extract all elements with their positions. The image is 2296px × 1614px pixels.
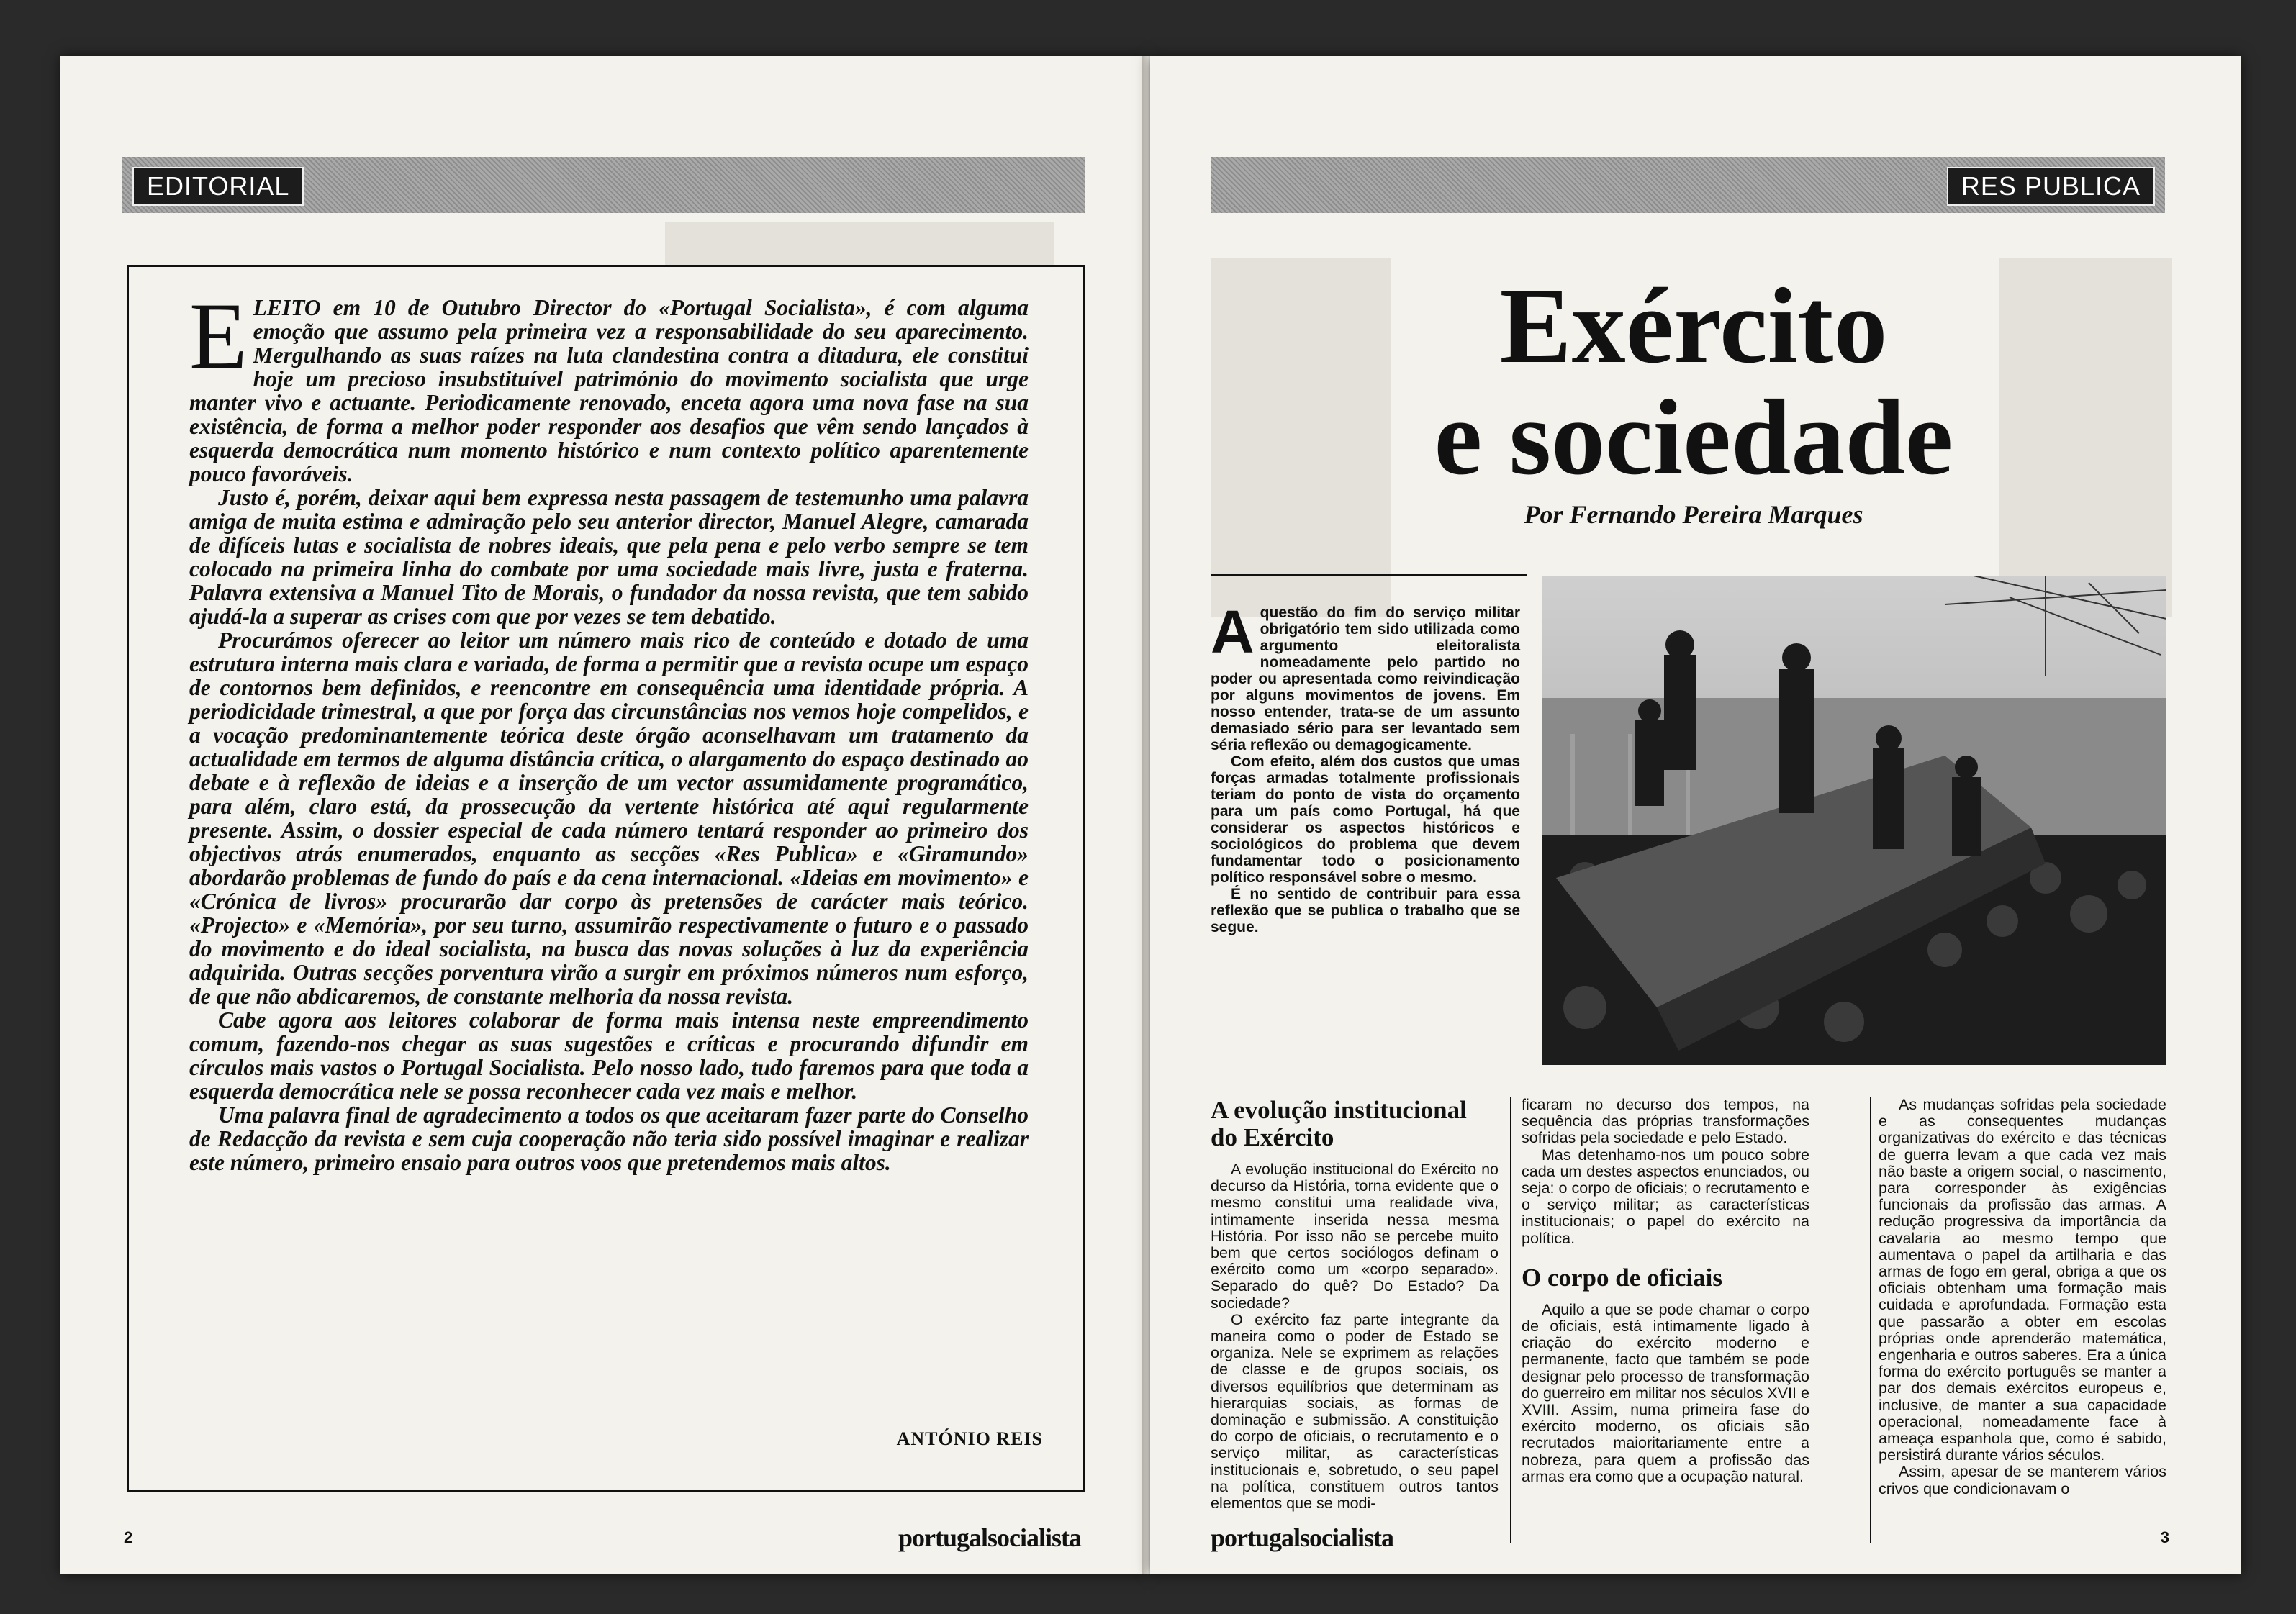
- heading-corpo-oficiais: O corpo de oficiais: [1522, 1263, 1722, 1292]
- section-band: [1211, 157, 2165, 213]
- column-1: [1211, 1097, 1499, 1512]
- editorial-box: [127, 265, 1085, 1492]
- page-number: 3: [2160, 1528, 2169, 1546]
- intro-rule: [1211, 574, 1527, 576]
- intro-paragraph: questão do fim do serviço militar obrigatório tem sido utilizada como argumento eleitoralista nomeadamente pelo partido no poder ou apresentada como reivindicação por alguns movimentos de jovens. Em nosso entender, trata-se de um assunto demasiado sério para ser levantado sem séria reflexão ou demagogicamente.: [1211, 604, 1520, 753]
- column-2: [1522, 1097, 1809, 1485]
- masthead: portugalsocialista: [898, 1523, 1081, 1552]
- column-paragraph: As mudanças sofridas pela sociedade e as consequentes mudanças organizativas do exército e das técnicas de guerra levam a que cada vez mais não baste a origem social, o nascimento, para corresponder às exigências funcionais da profissão das armas. A redução progressiva da importância da cavalaria ao mesmo tempo que aumentava o papel da artilharia e das armas de fogo em geral, obriga a que os oficiais obtenham uma formação mais cuidada e aprofundada. Formação esta que passarão a obter em escolas próprias onde aprenderão matemática, engenharia e outros saberes. Era a única forma do exército português se manter a par dos demais exércitos europeus e, inclusive, de manter a sua capacidade operacional, nomeadamente face à ameaça espanhola que, como é sabido, persistirá durante vários séculos.: [1879, 1096, 2166, 1464]
- article-title-line1: Exército: [1499, 266, 1888, 386]
- editorial-paragraph: Uma palavra final de agradecimento a todos os que aceitaram fazer parte do Conselho de Redacção da revista e sem cuja cooperação não teria sido possível imaginar e realizar este número, primeiro ensaio para outros voos que pretendemos mais altos.: [189, 1102, 1029, 1175]
- section-band: [122, 157, 1085, 213]
- masthead: portugalsocialista: [1211, 1523, 1394, 1552]
- column-paragraph: ficaram no decurso dos tempos, na sequência das próprias transformações sofridas pela sociedade e pelo Estado.: [1522, 1096, 1809, 1147]
- byline: Por Fernando Pereira Marques: [1524, 500, 1863, 529]
- intro-text: [1211, 598, 1520, 935]
- column-paragraph: A evolução institucional do Exército no decurso da História, torna evidente que o mesmo constitui uma realidade viva, intimamente inserida nessa mesma História. Por isso não se percebe muito bem que certos sociólogos definam o exército como um «corpo separado». Separado do quê? Do Estado? Da sociedade?: [1211, 1161, 1499, 1312]
- editorial-paragraph: Cabe agora aos leitores colaborar de forma mais intensa neste empreendimento comum, fazendo-nos chegar as suas sugestões e críticas e procurando difundir em círculos mais vastos o Portugal Socialista. Pelo nosso lado, tudo faremos para que toda a esquerda democrática nele se possa reconhecer cada vez mais e melhor.: [189, 1007, 1029, 1104]
- column-3: [1879, 1097, 2166, 1497]
- editorial-paragraph: LEITO em 10 de Outubro Director do «Portugal Socialista», é com alguma emoção que assumo pela primeira vez a responsabilidade do seu aparecimento. Mergulhando as suas raízes na luta clandestina contra a ditadura, ele constitui hoje um precioso insubstituível património do movimento socialista que urge manter vivo e actuante. Periodicamente renovado, enceta agora uma nova fase na sua existência, de forma a melhor poder responder aos desafios que vêm sendo lançados à esquerda democrática num momento histórico e num contexto político aparentemente pouco favoráveis.: [189, 295, 1029, 486]
- column-paragraph: Mas detenhamo-nos um pouco sobre cada um destes aspectos enunciados, ou seja: o corpo de oficiais; o recrutamento e o serviço militar; as características institucionais; o papel do exército na política.: [1522, 1146, 1809, 1247]
- heading-evolucao: A evolução institucional do Exército: [1211, 1096, 1467, 1151]
- drop-cap: E: [189, 283, 248, 389]
- column-paragraph: Aquilo a que se pode chamar o corpo de oficiais, está intimamente ligado à criação do exército moderno e permanente, facto que também se pode designar pelo processo de transformação do guerreiro em militar nos séculos XVII e XVIII. Assim, numa primeira fase do exército moderno, os oficiais são recrutados maioritariamente entre a nobreza, para quem a profissão das armas era como que a ocupação natural.: [1522, 1300, 1809, 1485]
- intro-paragraph: É no sentido de contribuir para essa reflexão que se publica o trabalho que se segue.: [1211, 886, 1520, 935]
- column-paragraph: Assim, apesar de se manterem vários crivos que condicionavam o: [1879, 1463, 2166, 1497]
- signature: ANTÓNIO REIS: [896, 1428, 1043, 1449]
- editorial-paragraph: Justo é, porém, deixar aqui bem expressa nesta passagem de testemunho uma palavra amiga de muita estima e admiração pelo seu anterior director, Manuel Alegre, camarada de difíceis lutas e socialista de nobres ideais, que pela pena e pelo verbo sempre se tem colocado na primeira linha do combate por uma sociedade mais livre, justa e fraterna. Palavra extensiva a Manuel Tito de Morais, o fundador da nossa revista, que tem sabido ajudá-la a superar as crises com que por vezes se tem debatido.: [189, 485, 1029, 629]
- article-title-line2: e sociedade: [1434, 378, 1953, 497]
- section-tag-res-publica: RES PUBLICA: [1947, 167, 2155, 206]
- column-rule: [1510, 1097, 1511, 1543]
- intro-drop-cap: A: [1211, 598, 1255, 666]
- intro-paragraph: Com efeito, além dos custos que umas forças armadas totalmente profissionais teriam do ponto de vista do orçamento para um país como Portugal, há que considerar os aspectos históricos e sociológicos do problema que devem fundamentar todo o posicionamento político responsável sobre o mesmo.: [1211, 753, 1520, 886]
- section-tag-editorial: EDITORIAL: [132, 167, 304, 206]
- right-page: [1150, 56, 2241, 1574]
- page-number: 2: [124, 1528, 133, 1546]
- editorial-text: [189, 283, 1029, 1175]
- column-paragraph: O exército faz parte integrante da maneira como o poder de Estado se organiza. Nele se exprimem as relações de classe e de grupos sociais, os diversos equilíbrios que determinam as hierarquias sociais, as formas de dominação e submissão. A constituição do corpo de oficiais, o recrutamento e o serviço militar, as características institucionais e, sobretudo, o seu papel na política, constituem outros tantos elementos que se modi-: [1211, 1310, 1499, 1513]
- left-page: [60, 56, 1147, 1574]
- photo-soldiers-on-tank: [1542, 576, 2166, 1065]
- column-rule: [1870, 1097, 1871, 1543]
- photo-illustration: [1542, 576, 2166, 1065]
- editorial-paragraph: Procurámos oferecer ao leitor um número mais rico de conteúdo e dotado de uma estrutura interna mais clara e variada, de forma a permitir que a revista ocupe um espaço de contornos bem definidos, e reencontre em consequência uma identidade própria. A periodicidade trimestral, a que por força das circunstâncias nos vemos hoje compelidos, e a vocação predominantemente teórica deste órgão aconselhavam um tratamento da actualidade em termos de alguma distância crítica, o alargamento do espaço destinado ao debate e à reflexão de ideias e a inserção de um vector assumidamente programático, para além, claro está, da prossecução da vertente histórica até aqui regularmente presente. Assim, o dossier especial de cada número tentará responder ao primeiro dos objectivos atrás enumerados, enquanto as secções «Res Publica» e «Giramundo» abordarão problemas de fundo do país e da cena internacional. «Ideias em movimento» e «Crónica de livros» procurarão dar corpo às pretensões de carácter mais teórico. «Projecto» e «Memória», por seu turno, assumirão respectivamente o futuro e o passado do movimento e do ideal socialista, na busca das novas soluções à luz da experiência adquirida. Outras secções porventura virão a surgir em próximos números num esforço, de que não abdicaremos, de constante melhoria da nossa revista.: [189, 627, 1029, 1009]
